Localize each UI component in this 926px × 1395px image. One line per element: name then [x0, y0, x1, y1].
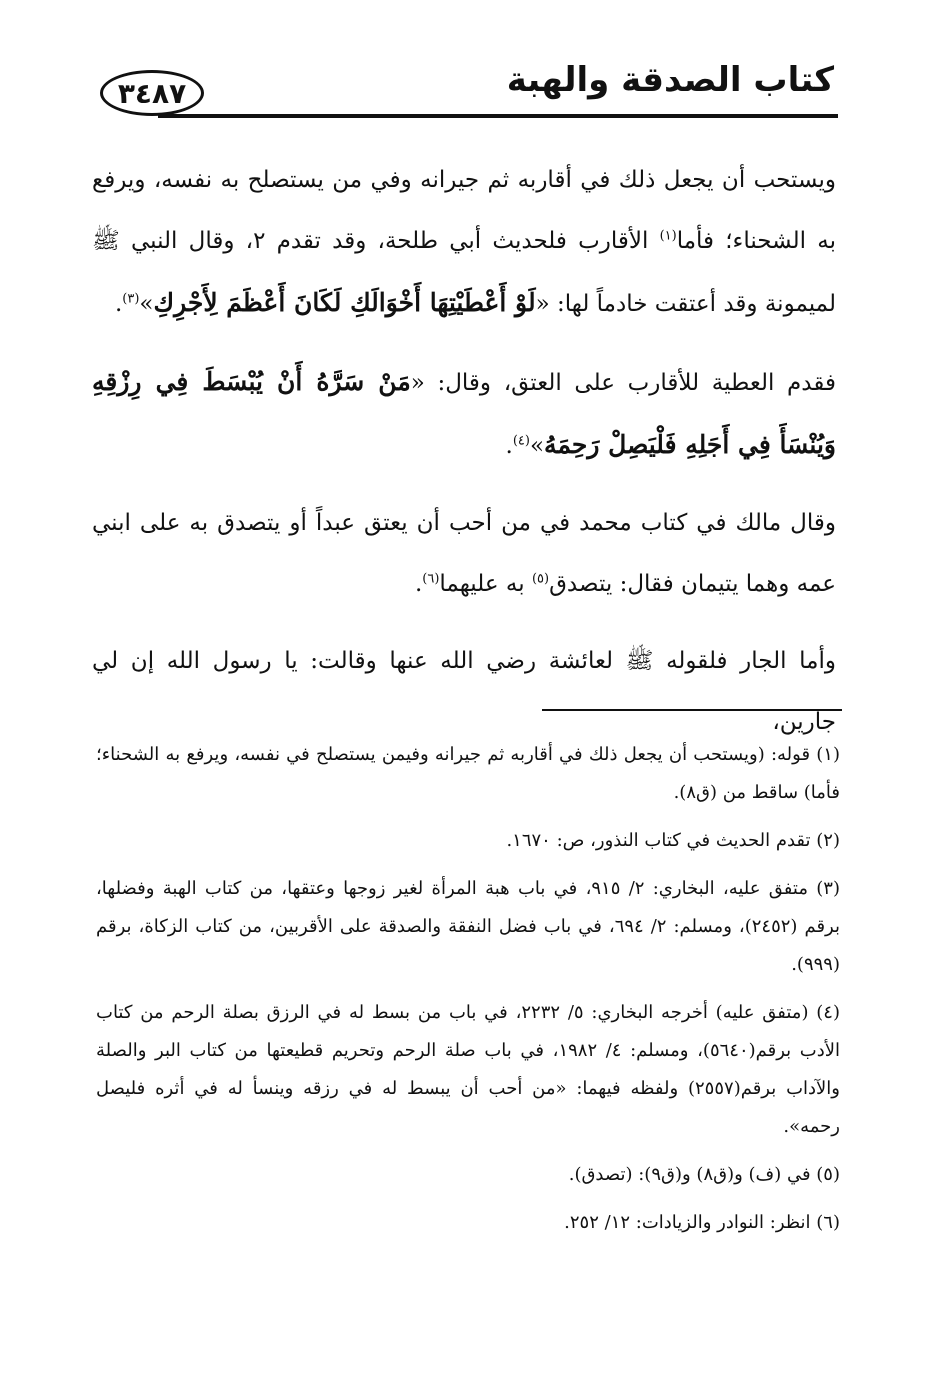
footnote-ref-3[interactable]: (٣) — [122, 291, 140, 307]
p3-text-a: وقال مالك في كتاب محمد في من أحب أن يعتق عبداً أو يتصدق به على ابني عمه وهما يتيمان فقال: يتصدق — [92, 510, 836, 597]
footnote-2: (٢) تقدم الحديث في كتاب النذور، ص: ١٦٧٠. — [506, 830, 840, 851]
hadith-quote-1: لَوْ أَعْطَيْتِهَا أَخْوَالَكِ لَكَانَ أَعْظَمَ لِأَجْرِكِ — [153, 288, 536, 317]
p3-end: . — [414, 571, 423, 597]
footnote-ref-4[interactable]: (٤) — [512, 433, 530, 449]
p1-text-c: » — [139, 291, 154, 317]
footnote-4: (٤) (متفق عليه) أخرجه البخاري: ٥/ ٢٢٣٢، في باب من بسط له في الرزق بصلة الرحم من كتاب الأدب برقم(٥٦٤٠)، ومسلم: ٤/ ١٩٨٢، في باب صلة الرحم وتحريم قطيعتها من كتاب البر والصلة والآداب برقم(٢٥٥٧) ولفظه فيهما: «من أحب أن يبسط له في رزقه وينسأ له في أثره فليصل رحمه». — [96, 1002, 841, 1137]
p1-end: . — [114, 291, 123, 317]
paragraph-4: وأما الجار فلقوله ﷺ لعائشة رضي الله عنها وقالت: يا رسول الله إن لي جارين، — [92, 648, 836, 735]
main-text — [92, 150, 836, 769]
header-rule — [158, 114, 838, 118]
p2-text-b: » — [529, 433, 545, 459]
paragraph-3 — [92, 493, 836, 615]
p2-text-a: فقدم العطية للأقارب على العتق، وقال: « — [410, 370, 836, 396]
footnote-ref-5[interactable]: (٥) — [531, 571, 550, 587]
paragraph-1 — [92, 150, 836, 335]
footnote-6: (٦) انظر: النوادر والزيادات: ١٢/ ٢٥٢. — [564, 1212, 840, 1233]
footnotes — [96, 736, 840, 1252]
p2-end: . — [505, 433, 513, 459]
hadith-quote-2: مَنْ سَرَّهُ أَنْ يُبْسَطَ فِي رِزْقِهِ وَيُنْسَأَ فِي أَجَلِهِ فَلْيَصِلْ رَحِمَهُ — [92, 367, 836, 459]
footnote-ref-1[interactable]: (١) — [659, 228, 677, 244]
paragraph-2 — [92, 351, 836, 477]
page-number-badge — [100, 70, 204, 116]
p1-text-a: ويستحب أن يجعل ذلك في أقاربه ثم جيرانه وفي من يستصلح به نفسه، ويرفع به الشحناء؛ فأما — [92, 167, 836, 254]
book-title: كتاب الصدقة والهبة — [506, 60, 834, 100]
p1-text-b: الأقارب فلحديث أبي طلحة، وقد تقدم ٢، وقال النبي ﷺ لميمونة وقد أعتقت خادماً لها: « — [92, 228, 836, 317]
footnote-ref-6[interactable]: (٦) — [422, 571, 440, 587]
page-number: ٣٤٨٧ — [117, 76, 187, 110]
footnote-5: (٥) في (ف) و(ق٨) و(ق٩): (تصدق). — [568, 1164, 840, 1185]
p3-text-b: به عليهما — [439, 571, 532, 597]
footnote-separator — [542, 709, 842, 711]
footnote-1: (١) قوله: (ويستحب أن يجعل ذلك في أقاربه ثم جيرانه وفيمن يستصلح في نفسه، ويرفع به الشحناء؛ فأما) ساقط من (ق٨). — [96, 744, 840, 803]
footnote-3: (٣) متفق عليه، البخاري: ٢/ ٩١٥، في باب هبة المرأة لغير زوجها وعتقها، من كتاب الهبة وفضلها، برقم (٢٤٥٢)، ومسلم: ٢/ ٦٩٤، في باب فضل النفقة والصدقة على الأقربين، من كتاب الزكاة، برقم (٩٩٩). — [96, 878, 840, 975]
